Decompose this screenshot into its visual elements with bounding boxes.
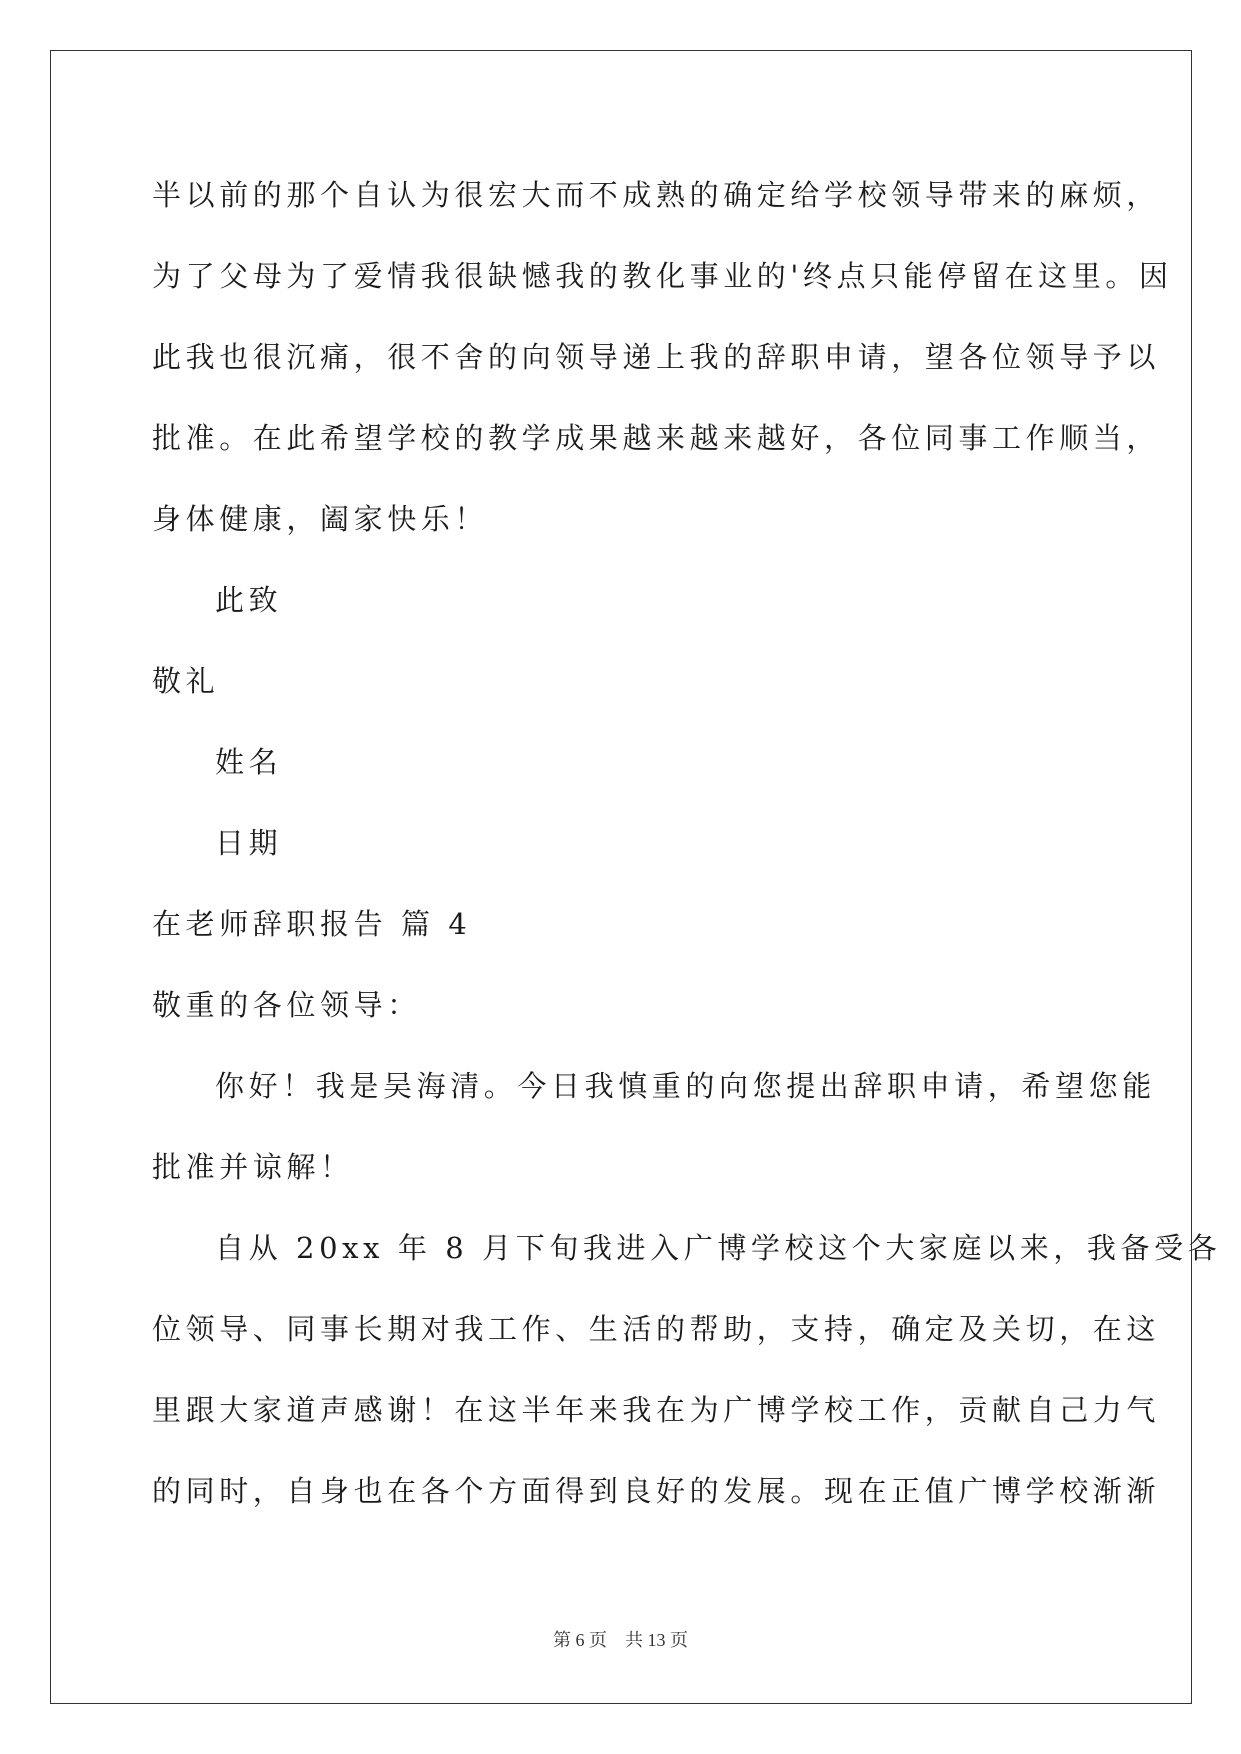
text-line: 的同时，自身也在各个方面得到良好的发展。现在正值广博学校渐渐 — [152, 1474, 1161, 1508]
signature-name: 姓名 — [215, 745, 283, 779]
document-body — [152, 155, 1222, 1532]
text-line: 批准并谅解！ — [152, 1150, 354, 1184]
signature-date: 日期 — [215, 826, 283, 860]
closing-salutation: 此致 — [215, 583, 283, 617]
closing-regards: 敬礼 — [152, 664, 220, 698]
text-line: 自从 20xx 年 8 月下旬我进入广博学校这个大家庭以来，我备受各 — [215, 1231, 1222, 1265]
text-line: 身体健康，阖家快乐！ — [152, 502, 489, 536]
text-line: 里跟大家道声感谢！在这半年来我在为广博学校工作，贡献自己力气 — [152, 1393, 1161, 1427]
text-line: 为了父母为了爱情我很缺憾我的教化事业的'终点只能停留在这里。因 — [152, 259, 1173, 293]
page-footer — [0, 1626, 1241, 1652]
text-line: 半以前的那个自认为很宏大而不成熟的确定给学校领导带来的麻烦， — [152, 178, 1161, 212]
greeting: 敬重的各位领导： — [152, 988, 421, 1022]
text-line: 位领导、同事长期对我工作、生活的帮助，支持，确定及关切，在这 — [152, 1312, 1161, 1346]
text-line: 此我也很沉痛，很不舍的向领导递上我的辞职申请，望各位领导予以 — [152, 340, 1161, 374]
page-total: 共 13 页 — [625, 1630, 688, 1650]
page-number: 第 6 页 — [553, 1630, 607, 1650]
text-line: 批准。在此希望学校的教学成果越来越来越好，各位同事工作顺当， — [152, 421, 1161, 455]
text-line: 你好！我是吴海清。今日我慎重的向您提出辞职申请，希望您能 — [215, 1069, 1156, 1103]
section-heading: 在老师辞职报告 篇 4 — [152, 907, 472, 941]
